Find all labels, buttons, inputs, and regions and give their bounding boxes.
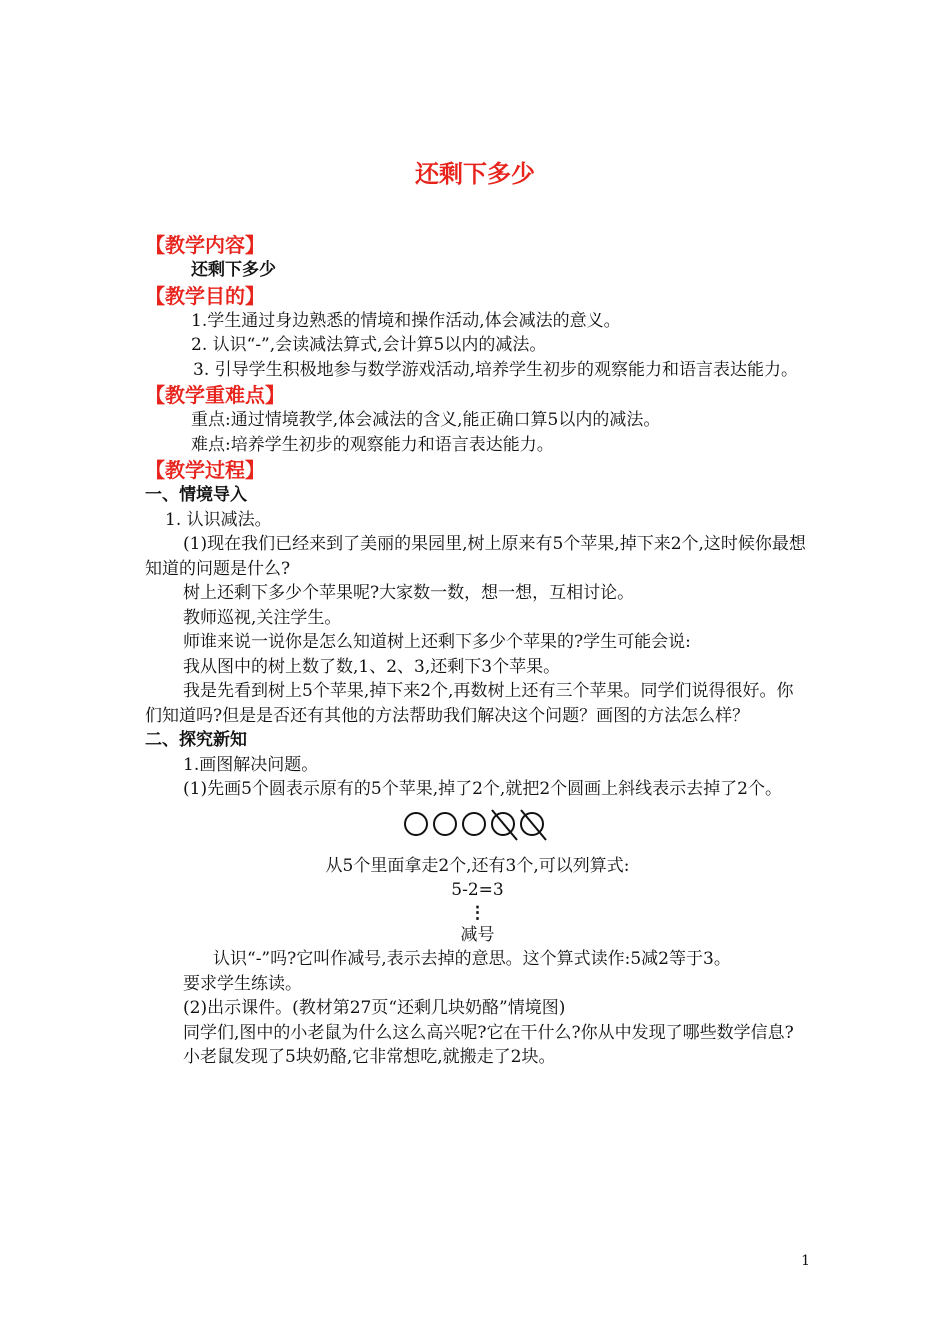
key-point: 难点:培养学生初步的观察能力和语言表达能力。 <box>191 434 554 455</box>
paragraph: (1)现在我们已经来到了美丽的果园里,树上原来有5个苹果,掉下来2个,这时候你最想知道的问题是什么? <box>145 534 806 579</box>
paragraph: 要求学生练读。 <box>183 973 302 994</box>
section-heading-process: 【教学过程】 <box>145 458 265 482</box>
minus-label: 减号 <box>460 924 495 945</box>
goal-item: 2. 认识“-”,会读减法算式,会计算5以内的减法。 <box>191 335 547 355</box>
paragraph: 1. 认识减法。 <box>165 509 272 530</box>
circles-drawing <box>403 808 553 844</box>
section-heading-content: 【教学内容】 <box>145 233 265 257</box>
paragraph: 同学们,图中的小老鼠为什么这么高兴呢?它在干什么?你从中发现了哪些数学信息? <box>183 1022 794 1043</box>
paragraph: 教师巡视,关注学生。 <box>183 607 342 628</box>
circles-figure <box>145 802 810 854</box>
section-heading-key: 【教学重难点】 <box>145 383 285 407</box>
paragraph: 认识“-”吗?它叫作减号,表示去掉的意思。这个算式读作:5减2等于3。 <box>213 949 731 969</box>
circle <box>463 813 485 835</box>
paragraph: 1.画图解决问题。 <box>183 754 319 775</box>
section-heading-goal: 【教学目的】 <box>145 283 265 308</box>
circle <box>434 813 456 835</box>
paragraph: 我是先看到树上5个苹果,掉下来2个,再数树上还有三个苹果。同学们说得很好。你们知道吗?但是是否还有其他的方法帮助我们解决这个问题？画图的方法怎么样？ <box>145 681 794 726</box>
circle <box>405 813 427 835</box>
goal-item: 1.学生通过身边熟悉的情境和操作活动,体会减法的意义。 <box>191 310 621 331</box>
paragraph: 我从图中的树上数了数,1、2、3,还剩下3个苹果。 <box>183 656 561 677</box>
content-text: 还剩下多少 <box>191 260 276 280</box>
paragraph: (2)出示课件。(教材第27页“还剩几块奶酪”情境图) <box>183 998 566 1018</box>
document-title: 还剩下多少 <box>415 160 535 188</box>
paragraph: (1)先画5个圆表示原有的5个苹果,掉了2个,就把2个圆画上斜线表示去掉了2个。 <box>183 779 782 799</box>
page-number: 1 <box>801 1253 810 1269</box>
paragraph: 树上还剩下多少个苹果呢?大家数一数，想一想，互相讨论。 <box>183 583 635 603</box>
paragraph: 师谁来说一说你是怎么知道树上还剩下多少个苹果的?学生可能会说: <box>183 632 691 652</box>
part-heading: 一、情境导入 <box>145 485 247 505</box>
part-heading: 二、探究新知 <box>145 730 247 750</box>
paragraph: 小老鼠发现了5块奶酪,它非常想吃,就搬走了2块。 <box>183 1047 556 1067</box>
key-point: 重点:通过情境教学,体会减法的含义,能正确口算5以内的减法。 <box>191 410 661 430</box>
goal-item: 3. 引导学生积极地参与数学游戏活动,培养学生初步的观察能力和语言表达能力。 <box>193 359 799 380</box>
document-body <box>145 232 810 1070</box>
vertical-dots: ⋮ <box>469 902 486 923</box>
equation: 5-2=3 <box>451 880 504 900</box>
paragraph: 从5个里面拿走2个,还有3个,可以列算式: <box>325 855 630 876</box>
